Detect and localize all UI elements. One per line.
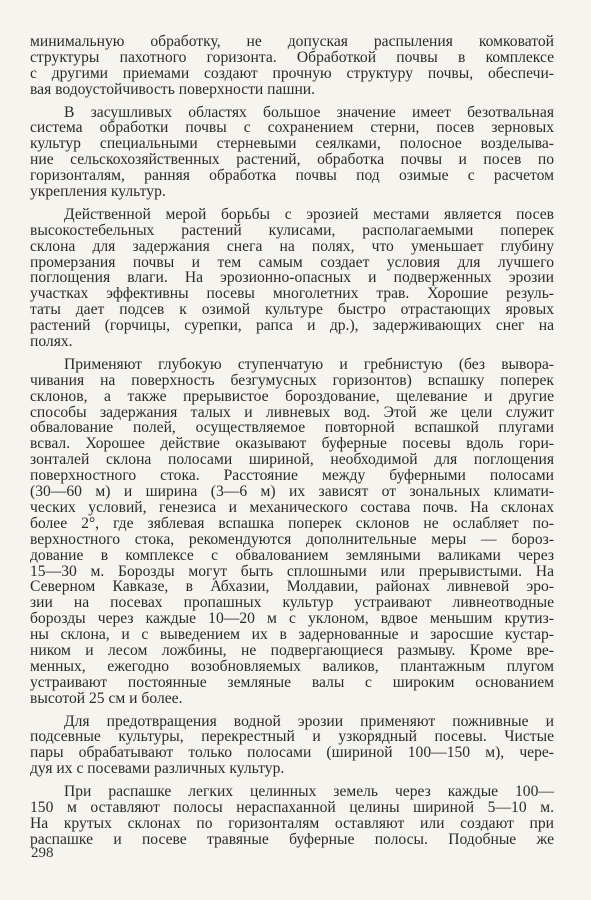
text-line: При распашке легких целинных земель через каждые 100— bbox=[64, 783, 554, 801]
text-line: растений (горчицы, сурепки, рапса и др.), задерживающих снег на bbox=[30, 317, 554, 335]
text-line: участках эффективны посевы многолетних трав. Хорошие резуль- bbox=[30, 285, 554, 303]
text-line: зии на посевах пропашных культур устраивают ливнеотводные bbox=[30, 594, 554, 612]
text-line: поверхностного стока. Расстояние между буферными полосами bbox=[30, 467, 554, 485]
text-line: чивания на поверхность безгумусных горизонтов) вспашку поперек bbox=[30, 371, 554, 389]
text-line: более 2°, где зяблевая вспашка поперек склонов не ослабляет по- bbox=[30, 514, 554, 532]
text-line: дование в комплексе с обвалованием земляными валиками через bbox=[30, 546, 554, 564]
text-line: высокостебельных растений кулисами, располагаемыми поперек bbox=[30, 221, 554, 239]
paragraph bbox=[30, 105, 554, 200]
text-line: Действенной мерой борьбы с эрозией местами является посев bbox=[64, 205, 554, 223]
text-line: Северном Кавказе, в Абхазии, Молдавии, районах ливневой эро- bbox=[30, 578, 554, 596]
paragraph bbox=[30, 784, 554, 848]
text-line: культур специальными стерневыми сеялками, полосное возделыва- bbox=[30, 135, 554, 153]
text-line: склона для задержания снега на полях, что уменьшает глубину bbox=[30, 237, 554, 255]
text-line: склонов, а также прерывистое бороздование, щелевание и другие bbox=[30, 387, 554, 405]
text-line: горизонталям, ранняя обработка почвы под озимые с расчетом bbox=[30, 167, 554, 185]
text-line: зонталей склона полосами шириной, необходимой для поглощения bbox=[30, 451, 554, 469]
text-line: Применяют глубокую ступенчатую и гребнистую (без вывора- bbox=[64, 355, 554, 373]
paragraph bbox=[30, 357, 554, 707]
text-line: На крутых склонах по горизонталям оставляют или создают при bbox=[30, 814, 554, 832]
text-line: распашке и посеве травяные буферные полосы. Подобные же bbox=[30, 830, 554, 848]
text-line: обвалование полей, осуществляемое повторной вспашкой плугами bbox=[30, 419, 554, 437]
page-body bbox=[30, 34, 554, 855]
text-line: подсевные культуры, перекрестный и узкорядный посевы. Чистые bbox=[30, 728, 554, 746]
text-line: 150 м оставляют полосы нераспаханной целины шириной 5—10 м. bbox=[30, 798, 554, 816]
page-number: 298 bbox=[31, 845, 54, 861]
text-line: поглощения влаги. На эрозионно-опасных и подверженных эрозии bbox=[30, 269, 554, 287]
text-line: с другими приемами создают прочную структуру почвы, обеспечи- bbox=[30, 64, 554, 82]
paragraph bbox=[30, 34, 554, 98]
text-line: устраивают постоянные земляные валы с широким основанием bbox=[30, 673, 554, 691]
text-line: Для предотвращения водной эрозии применяют пожнивные и bbox=[64, 712, 554, 730]
text-line: менных, ежегодно возобновляемых валиков, плантажным плугом bbox=[30, 657, 554, 675]
text-line: высотой 25 см и более. bbox=[30, 689, 183, 707]
text-line: пары обрабатывают только полосами (шириной 100—150 м), чере- bbox=[30, 744, 554, 762]
text-line: верхностного стока, рекомендуются дополнительные меры — бороз- bbox=[30, 530, 554, 548]
text-line: ником и лесом ложбины, не подвергающиеся размыву. Кроме вре- bbox=[30, 641, 554, 659]
text-line: (30—60 м) и ширина (3—6 м) их зависят от зональных климати- bbox=[30, 483, 554, 501]
text-line: дуя их с посевами различных культур. bbox=[30, 760, 285, 778]
text-line: способы задержания талых и ливневых вод. Этой же цели служит bbox=[30, 403, 554, 421]
text-line: вая водоустойчивость поверхности пашни. bbox=[30, 80, 316, 98]
text-line: структуры пахотного горизонта. Обработкой почвы в комплексе bbox=[30, 48, 554, 66]
text-line: В засушливых областях большое значение имеет безотвальная bbox=[64, 103, 554, 121]
text-line: промерзания почвы и тем самым создает условия для лучшего bbox=[30, 253, 554, 271]
text-line: борозды через каждые 10—20 м с уклоном, вдвое меньшим крутиз- bbox=[30, 610, 554, 628]
text-line: укрепления культур. bbox=[30, 183, 166, 201]
text-line: полях. bbox=[30, 333, 73, 351]
text-line: система обработки почвы с сохранением стерни, посев зерновых bbox=[30, 119, 554, 137]
text-line: 15—30 м. Борозды могут быть сплошными или прерывистыми. На bbox=[30, 562, 554, 580]
text-line: ние сельскохозяйственных растений, обработка почвы и посев по bbox=[30, 151, 554, 169]
text-line: таты дает подсев к озимой культуре быстро отрастающих яровых bbox=[30, 301, 554, 319]
text-line: ны склона, и с выведением их в задернованные и заросшие кустар- bbox=[30, 626, 554, 644]
paragraph bbox=[30, 714, 554, 778]
paragraph bbox=[30, 207, 554, 350]
text-line: минимальную обработку, не допуская распыления комковатой bbox=[30, 33, 554, 50]
text-line: всвал. Хорошее действие оказывают буферные посевы вдоль гори- bbox=[30, 435, 554, 453]
text-line: ческих условий, генезиса и механического состава почв. На склонах bbox=[30, 498, 554, 516]
